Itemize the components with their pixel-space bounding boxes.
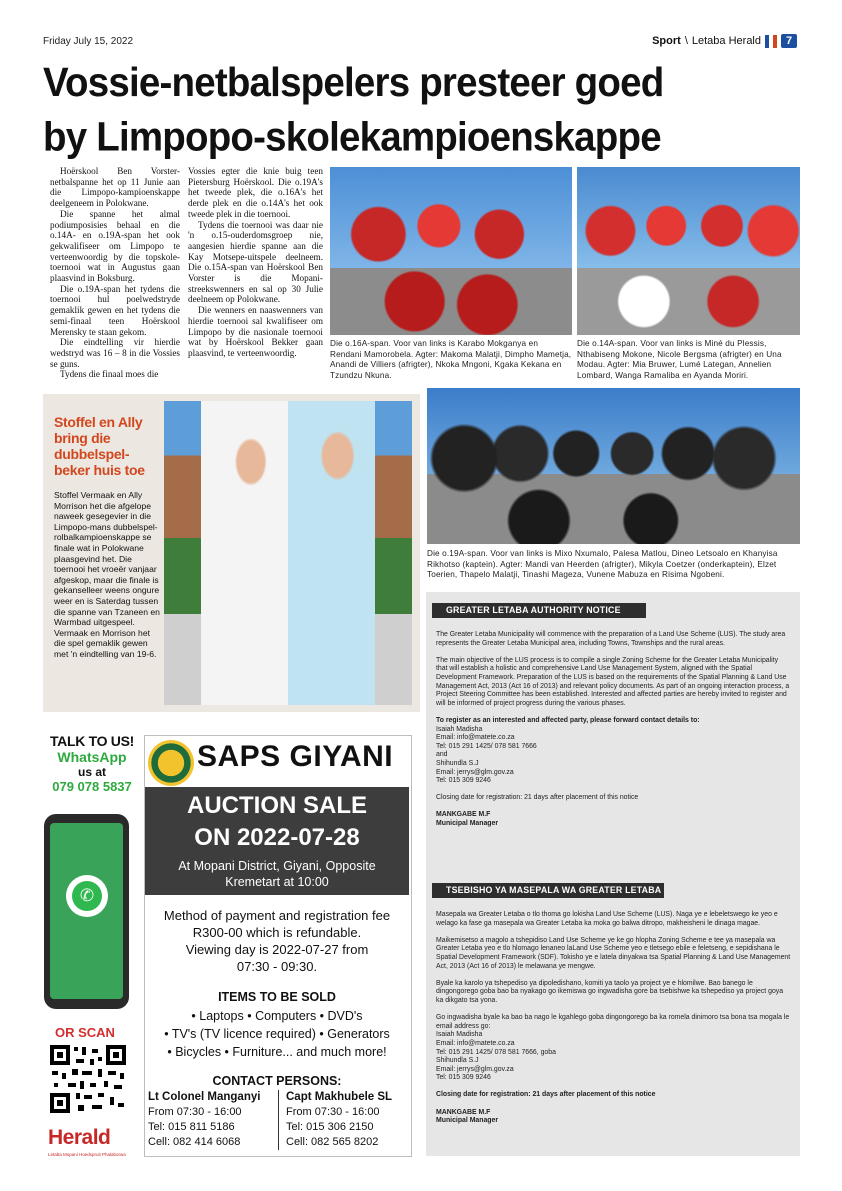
saps-emblem-icon [148,740,194,786]
auction-heading: AUCTION SALE [187,792,367,819]
signatory: MANKGABE M.F [436,811,491,819]
notice-contact: Isaiah Madisha [436,725,483,733]
or-scan-label: OR SCAN [55,1025,115,1040]
contact-person-right [286,1090,406,1150]
photo-caption: Die o.19A-span. Voor van links is Mixo Nxumalo, Palesa Matlou, Dineo Letsoalo en Khanyisa Rikhotso (kaptein). Agter: Mandi van Heerden (afrigter), Mikyla Coetzer (onderkaptein), Elzet Toerien, Thapelo Malatji, Tinashi Mageza, Vunene Mabuza en Risima Ngobeni. [427,549,778,579]
page-header [652,34,797,48]
auction-location: At Mopani District, Giyani, Opposite [178,859,376,873]
herald-tagline: Letaba Mopani Hoedspruit Phalaborwa [48,1152,126,1157]
notice-contact: Tel: 015 309 9246 [436,1074,491,1082]
issue-date: Friday July 15, 2022 [43,36,134,47]
contact-tel[interactable]: Tel: 015 306 2150 [286,1121,374,1133]
items-list [145,1007,409,1061]
talk-heading: TALK TO US! [49,733,135,749]
whatsapp-number[interactable]: 079 078 5837 [52,779,132,794]
contact-cell[interactable]: Cell: 082 565 8202 [286,1136,379,1148]
bowls-body: Stoffel Vermaak en Ally Morrison het die afgelope naweek gesegevier in die Limpopo-mans dubbelspel-rolbalkampioenskappe se finale wat in Polokwane plaasgevind het. Die toernooi het vroeër vanjaar afgeskop, maar die finale is gekanselleer weens ongure weer en is Saterdag tussen die spanne van Tzaneen en Warmbad uitgespeel. Vermaak en Morrison het die spel gemaklik gewen met 'n eindtelling van 19-6. [54,490,160,659]
herald-logo: Herald [48,1126,111,1149]
publication-name: Letaba Herald [691,35,761,47]
notice-title: GREATER LETABA AUTHORITY NOTICE [432,603,646,618]
notice-contact: Isaiah Madisha [436,1031,483,1039]
closing-date: Closing date for registration: 21 days after placement of this notice [436,1091,656,1099]
payment-line: Method of payment and registration fee [163,908,391,923]
contact-name: Lt Colonel Manganyi [148,1091,261,1103]
article-column-2 [188,166,323,359]
closing-date: Closing date for registration: 21 days after placement of this notice [436,794,639,802]
photo-caption: Die o.14A-span. Voor van links is Miné du Plessis, Nthabiseng Mokone, Nicole Bergsma (afrigter) en Una Modau. Agter: Mia Bruwer, Lumé Lategan, Annelien Lombard, Wanga Ramaliba en Ayanda Moriri. [577,339,782,380]
notice-contact: Tel: 015 309 9246 [436,777,491,785]
article-paragraph: Hoërskool Ben Vorster-netbalspanne het op 11 Junie aan die Limpopo-kampioenskappe deelgeneem in Polokwane. [50,166,180,209]
notice-contact: Tel: 015 291 1425/ 078 581 7666, goba [436,1048,556,1056]
team-photo-u19 [427,388,800,544]
notice-contact: Shihundla S.J [436,1057,479,1065]
auction-date: ON 2022-07-28 [194,824,360,851]
notice-contact[interactable]: Email: info@matete.co.za [436,1039,515,1047]
talk-to-us-panel [43,733,141,794]
article-paragraph: Tydens die toernooi was daar nie 'n o.15-ouderdomsgroep nie, aangesien hierdie spanne aan die Kay Motsepe-uitspele deelneem. Die o.15A-span van Hoërskool Ben Vorster is die Mopani-streekswenners en sal op 30 Julie deelneem op Polokwane. [188,219,323,305]
notice-contact[interactable]: Email: jerrys@glm.gov.za [436,1065,514,1073]
notice-paragraph: The main objective of the LUS process is to compile a single Zoning Scheme for the Greater Letaba Municipality that will establish a holistic and comprehensive Land Use Management System, aligned with the Spatial Development Framework. Preparation of the LUS is based on the requirements of the Spatial Planning & Land Use Management Act, 2013 (Act 16 of 2013) and relevant policy documents. As part of an ongoing interaction process, a Project Steering Committee has been established. Interested and affected parties are hereby invited to register and will be informed of project progress during the various phases. [436,656,790,707]
notice-english [436,631,791,829]
payment-line: R300-00 which is refundable. [192,925,362,940]
notice-paragraph: Byale ka karolo ya tshepediso ya dipoledishano, komiti ya taolo ya project ye e hlomilwe. Bao banego le dingongorego goba bao ba nyakago go ikemiswa go ingwadisha gore ba tsebishwe ka tshepediso ya project goya ka dikgato tsa yona. [436,979,784,1004]
article-paragraph: Die eindtelling vir hierdie wedstryd was 16 – 8 in die Vossies se guns. [50,337,180,369]
notice-paragraph: Go ingwadisha byale ka bao ba nago le kgahlego goba dingongorego ba ka romela dinimoro tsa bona tsa mogala le email address go: [436,1014,790,1030]
contact-cell[interactable]: Cell: 082 414 6068 [148,1136,241,1148]
bowls-headline: Stoffel en Ally bring die dubbelspel-beker huis toe [54,414,145,478]
qr-code-icon[interactable] [48,1043,128,1115]
notice-contact[interactable]: Email: jerrys@glm.gov.za [436,768,514,776]
notice-contact: and [436,751,448,759]
notice-paragraph: The Greater Letaba Municipality will commence with the preparation of a Land Use Scheme (LUS). The study area represents the Greater Letaba Municipal area, including Towns, Townships and the rural areas. [436,631,786,647]
page-number: 7 [781,34,797,48]
notice-paragraph: Masepala wa Greater Letaba o tlo thoma go lokisha Land Use Scheme (LUS). Naga ye e lebeletswego ke yeo e welago ka fase ga masepala wa Greater Letaba ka moka go balwa ditropo, makheisheni le dinaga magae. [436,911,778,927]
notice-title: TSEBISHO YA MASEPALA WA GREATER LETABA [432,883,664,898]
header-separator: \ [684,35,688,47]
us-at-label: us at [77,765,106,779]
contact-person-left [148,1090,272,1150]
whatsapp-phone-icon: ✆ [72,881,102,911]
contact-name: Capt Makhubele SL [286,1091,393,1103]
payment-line: Viewing day is 2022-07-27 from [185,942,369,957]
contact-tel[interactable]: Tel: 015 811 5186 [148,1121,235,1133]
signatory-title: Municipal Manager [436,1117,499,1125]
payment-line: 07:30 - 09:30. [236,959,318,974]
notice-contact: Tel: 015 291 1425/ 078 581 7666 [436,742,537,750]
article-paragraph: Die o.19A-span het tydens die toernooi hul poelwedstryde gemaklik gewen en het tydens die semi-finaal teen Hoërskool Merensky te staan gekom. [50,283,180,337]
items-line: • Laptops • Computers • DVD's [191,1009,363,1023]
article-paragraph: Die wenners en naaswenners van hierdie toernooi sal kwalifiseer om Limpopo by die nasionale toernooi wat by Hoërskool Bekker gaan plaasvind, te verteenwoordig. [188,305,323,358]
whatsapp-label: WhatsApp [57,749,127,765]
contact-heading: CONTACT PERSONS: [212,1074,342,1088]
bowls-photo [164,401,412,705]
contact-divider [278,1090,279,1150]
header-bar-icon [765,35,769,48]
signatory-title: Municipal Manager [436,820,499,828]
payment-info [145,907,409,975]
contact-hours: From 07:30 - 16:00 [148,1106,242,1118]
saps-title: SAPS GIYANI [197,740,394,773]
headline [43,56,803,165]
notice-sepedi [436,911,791,1126]
team-photo-u16 [330,167,572,335]
article-paragraph: Die spanne het almal podiumposisies behaal en die o.14A- en o.19A-span het ook gekwalifiseer om Limpopo te verteenwoordig by die topskole-toernooi wat in Augustus gaan plaasvind in Boksburg. [50,208,180,284]
auction-location: Kremetart at 10:00 [225,875,329,889]
section-name: Sport [652,35,681,47]
items-line: • Bicycles • Furniture... and much more! [167,1045,387,1059]
photo-caption: Die o.16A-span. Voor van links is Karabo Mokganya en Rendani Mamorobela. Agter: Makoma Malatji, Dimpho Mametja, Anandi de Villiers (afrigter), Nkoka Mngoni, Kgaka Kekana en Tzundzu Nkuna. [330,339,572,380]
contact-hours: From 07:30 - 16:00 [286,1106,380,1118]
team-photo-u14 [577,167,800,335]
notice-paragraph: Maikemisetso a magolo a tshepidiso Land Use Scheme ye ke go hlopha Zoning Scheme e tee ya masepala wa Greater Letaba yeo e tlo hlomago lenaneo laLand Use Scheme yeo e tletsego ebile e feletseng, e sepidishana le Spatial Development Framework (SDF). Tokisho ye e latela dinyakwa tsa Spatial Planning & Land Use Management Act, 2013 (Act 16 of 2013) le melawana ye mengwe. [436,936,791,970]
notice-contact: Shihundla S.J [436,759,479,767]
article-column-1 [50,166,180,380]
notice-contact[interactable]: Email: info@matete.co.za [436,734,515,742]
signatory: MANKGABE M.F [436,1108,491,1116]
register-heading: To register as an interested and affected party, please forward contact details to: [436,716,700,724]
article-paragraph: Vossies egter die knie buig teen Pietersburg Hoërskool. Die o.19A's het tweede plek, die o.16A's het derde plek en die o.14A's het ook tweede plek in die toernooi. [188,166,323,219]
headline-line: Vossie-netbalspelers presteer goed [43,60,664,106]
items-heading: ITEMS TO BE SOLD [218,990,336,1004]
article-paragraph: Tydens die finaal moes die [60,369,159,380]
header-bar-icon [773,35,777,48]
headline-line: by Limpopo-skolekampioenskappe [43,114,661,160]
items-line: • TV's (TV licence required) • Generators [164,1027,390,1041]
